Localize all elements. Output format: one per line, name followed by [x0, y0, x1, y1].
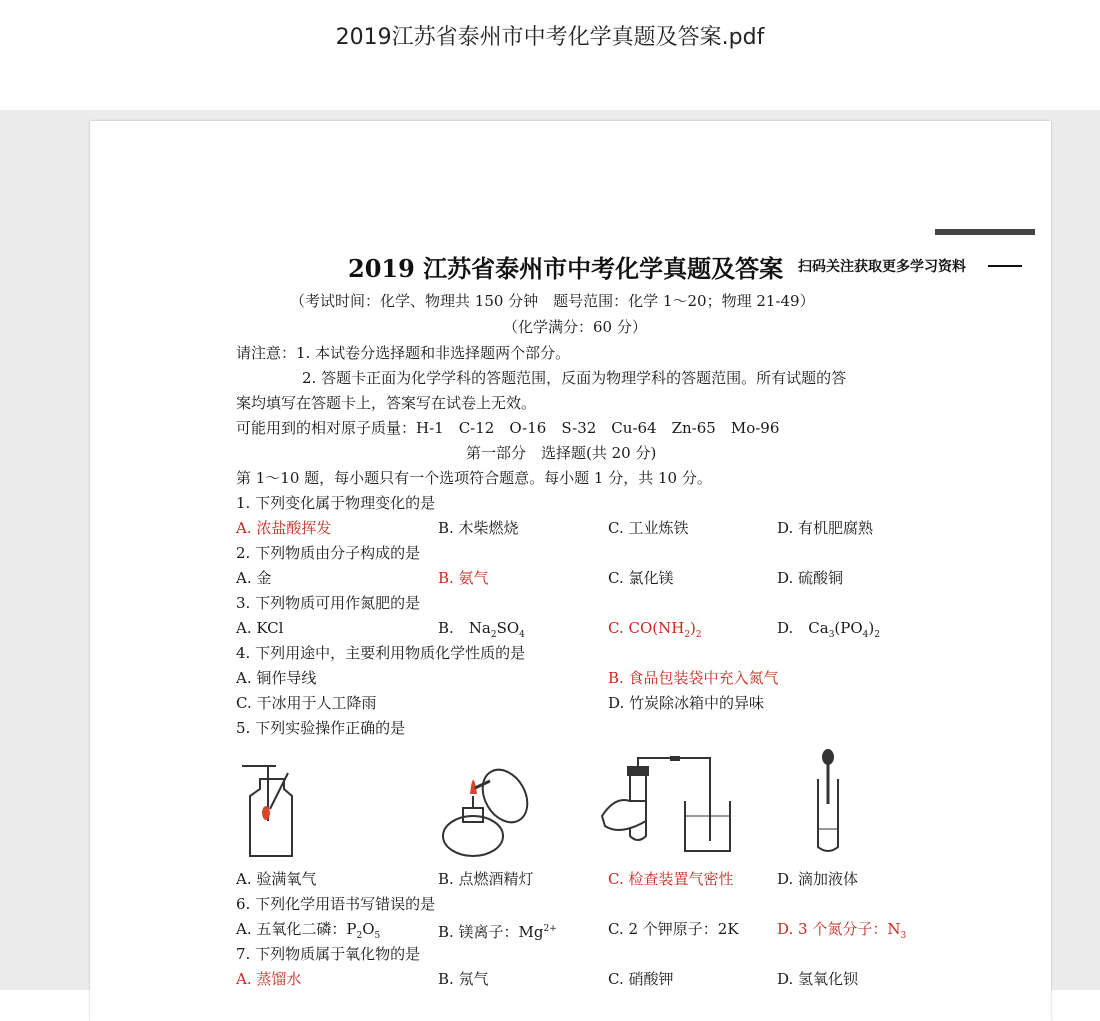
- option: C. 硝酸钾: [608, 970, 674, 988]
- option: C. 氯化镁: [608, 569, 674, 587]
- option: B. 氖气: [438, 970, 489, 988]
- option-answer: D. 3 个氮分子：$N_3$: [777, 920, 907, 941]
- question-stem: 4. 下列用途中，主要利用物质化学性质的是: [236, 644, 526, 662]
- gas-bottle-illustration: [240, 761, 300, 861]
- question-stem: 2. 下列物质由分子构成的是: [236, 544, 421, 562]
- file-title: 2019江苏省泰州市中考化学真题及答案.pdf: [335, 25, 765, 50]
- qr-note: 扫码关注获取更多学习资料: [798, 259, 966, 275]
- option: D. 氢氧化钡: [777, 970, 859, 988]
- corner-watermark: [935, 229, 1035, 235]
- question-stem: 5. 下列实验操作正确的是: [236, 719, 406, 737]
- instructions: 第 1～10 题，每小题只有一个选项符合题意。每小题 1 分，共 10 分。: [236, 469, 712, 487]
- question-stem: 1. 下列变化属于物理变化的是: [236, 494, 436, 512]
- airtightness-check-illustration: [600, 756, 740, 856]
- notice-2a: 2. 答题卡正面为化学学科的答题范围，反面为物理学科的答题范围。所有试题的答: [302, 369, 847, 387]
- option: A. 验满氧气: [236, 870, 317, 888]
- part-one-heading: 第一部分 选择题(共 20 分): [466, 444, 657, 462]
- option-answer: A. 蒸馏水: [236, 970, 302, 988]
- option: B. 木柴燃烧: [438, 519, 519, 537]
- option: A. 金: [236, 569, 272, 587]
- option: D. 竹炭除冰箱中的异味: [608, 694, 765, 712]
- option-answer: B. 氨气: [438, 569, 489, 587]
- option: A. KCl: [236, 619, 284, 637]
- question-stem: 6. 下列化学用语书写错误的是: [236, 895, 436, 913]
- option-answer: C. 检查装置气密性: [608, 870, 734, 888]
- option: D. 有机肥腐熟: [777, 519, 874, 537]
- option-answer: A. 浓盐酸挥发: [236, 519, 332, 537]
- pdf-page: [90, 121, 1051, 1021]
- notice-2b: 案均填写在答题卡上，答案写在试卷上无效。: [236, 394, 537, 412]
- document-title: 2019 江苏省泰州市中考化学真题及答案: [348, 254, 784, 283]
- exam-time: （考试时间：化学、物理共 150 分钟 题号范围：化学 1～20；物理 21-49）: [290, 292, 815, 310]
- option-answer: C. $CO(NH_2)_2$: [608, 619, 702, 640]
- full-score: （化学满分：60 分）: [503, 318, 647, 336]
- option: B. 点燃酒精灯: [438, 870, 534, 888]
- option: A. 五氧化二磷：$P_2O_5$: [236, 920, 381, 941]
- atomic-mass: 可能用到的相对原子质量：H-1 C-12 O-16 S-32 Cu-64 Zn-65 Mo-96: [236, 419, 780, 437]
- notice-1: 请注意：1. 本试卷分选择题和非选择题两个部分。: [236, 344, 571, 362]
- option: D. 滴加液体: [777, 870, 859, 888]
- option: B. 镁离子：$Mg^{2+}$: [438, 923, 557, 941]
- option: B. $Na_2SO_4$: [438, 619, 525, 640]
- question-stem: 3. 下列物质可用作氮肥的是: [236, 594, 421, 612]
- option: C. 干冰用于人工降雨: [236, 694, 377, 712]
- alcohol-lamp-illustration: [435, 756, 530, 861]
- viewer-toolbar: [0, 0, 1100, 110]
- dropper-illustration: [808, 749, 848, 854]
- option-answer: B. 食品包装袋中充入氮气: [608, 669, 779, 687]
- option: D. 硫酸铜: [777, 569, 844, 587]
- option: D. $Ca_3(PO_4)_2$: [777, 619, 880, 640]
- dash-line: [988, 265, 1022, 267]
- option: A. 铜作导线: [236, 669, 317, 687]
- option: C. 2 个钾原子：2K: [608, 920, 739, 938]
- question-stem: 7. 下列物质属于氧化物的是: [236, 945, 421, 963]
- option: C. 工业炼铁: [608, 519, 689, 537]
